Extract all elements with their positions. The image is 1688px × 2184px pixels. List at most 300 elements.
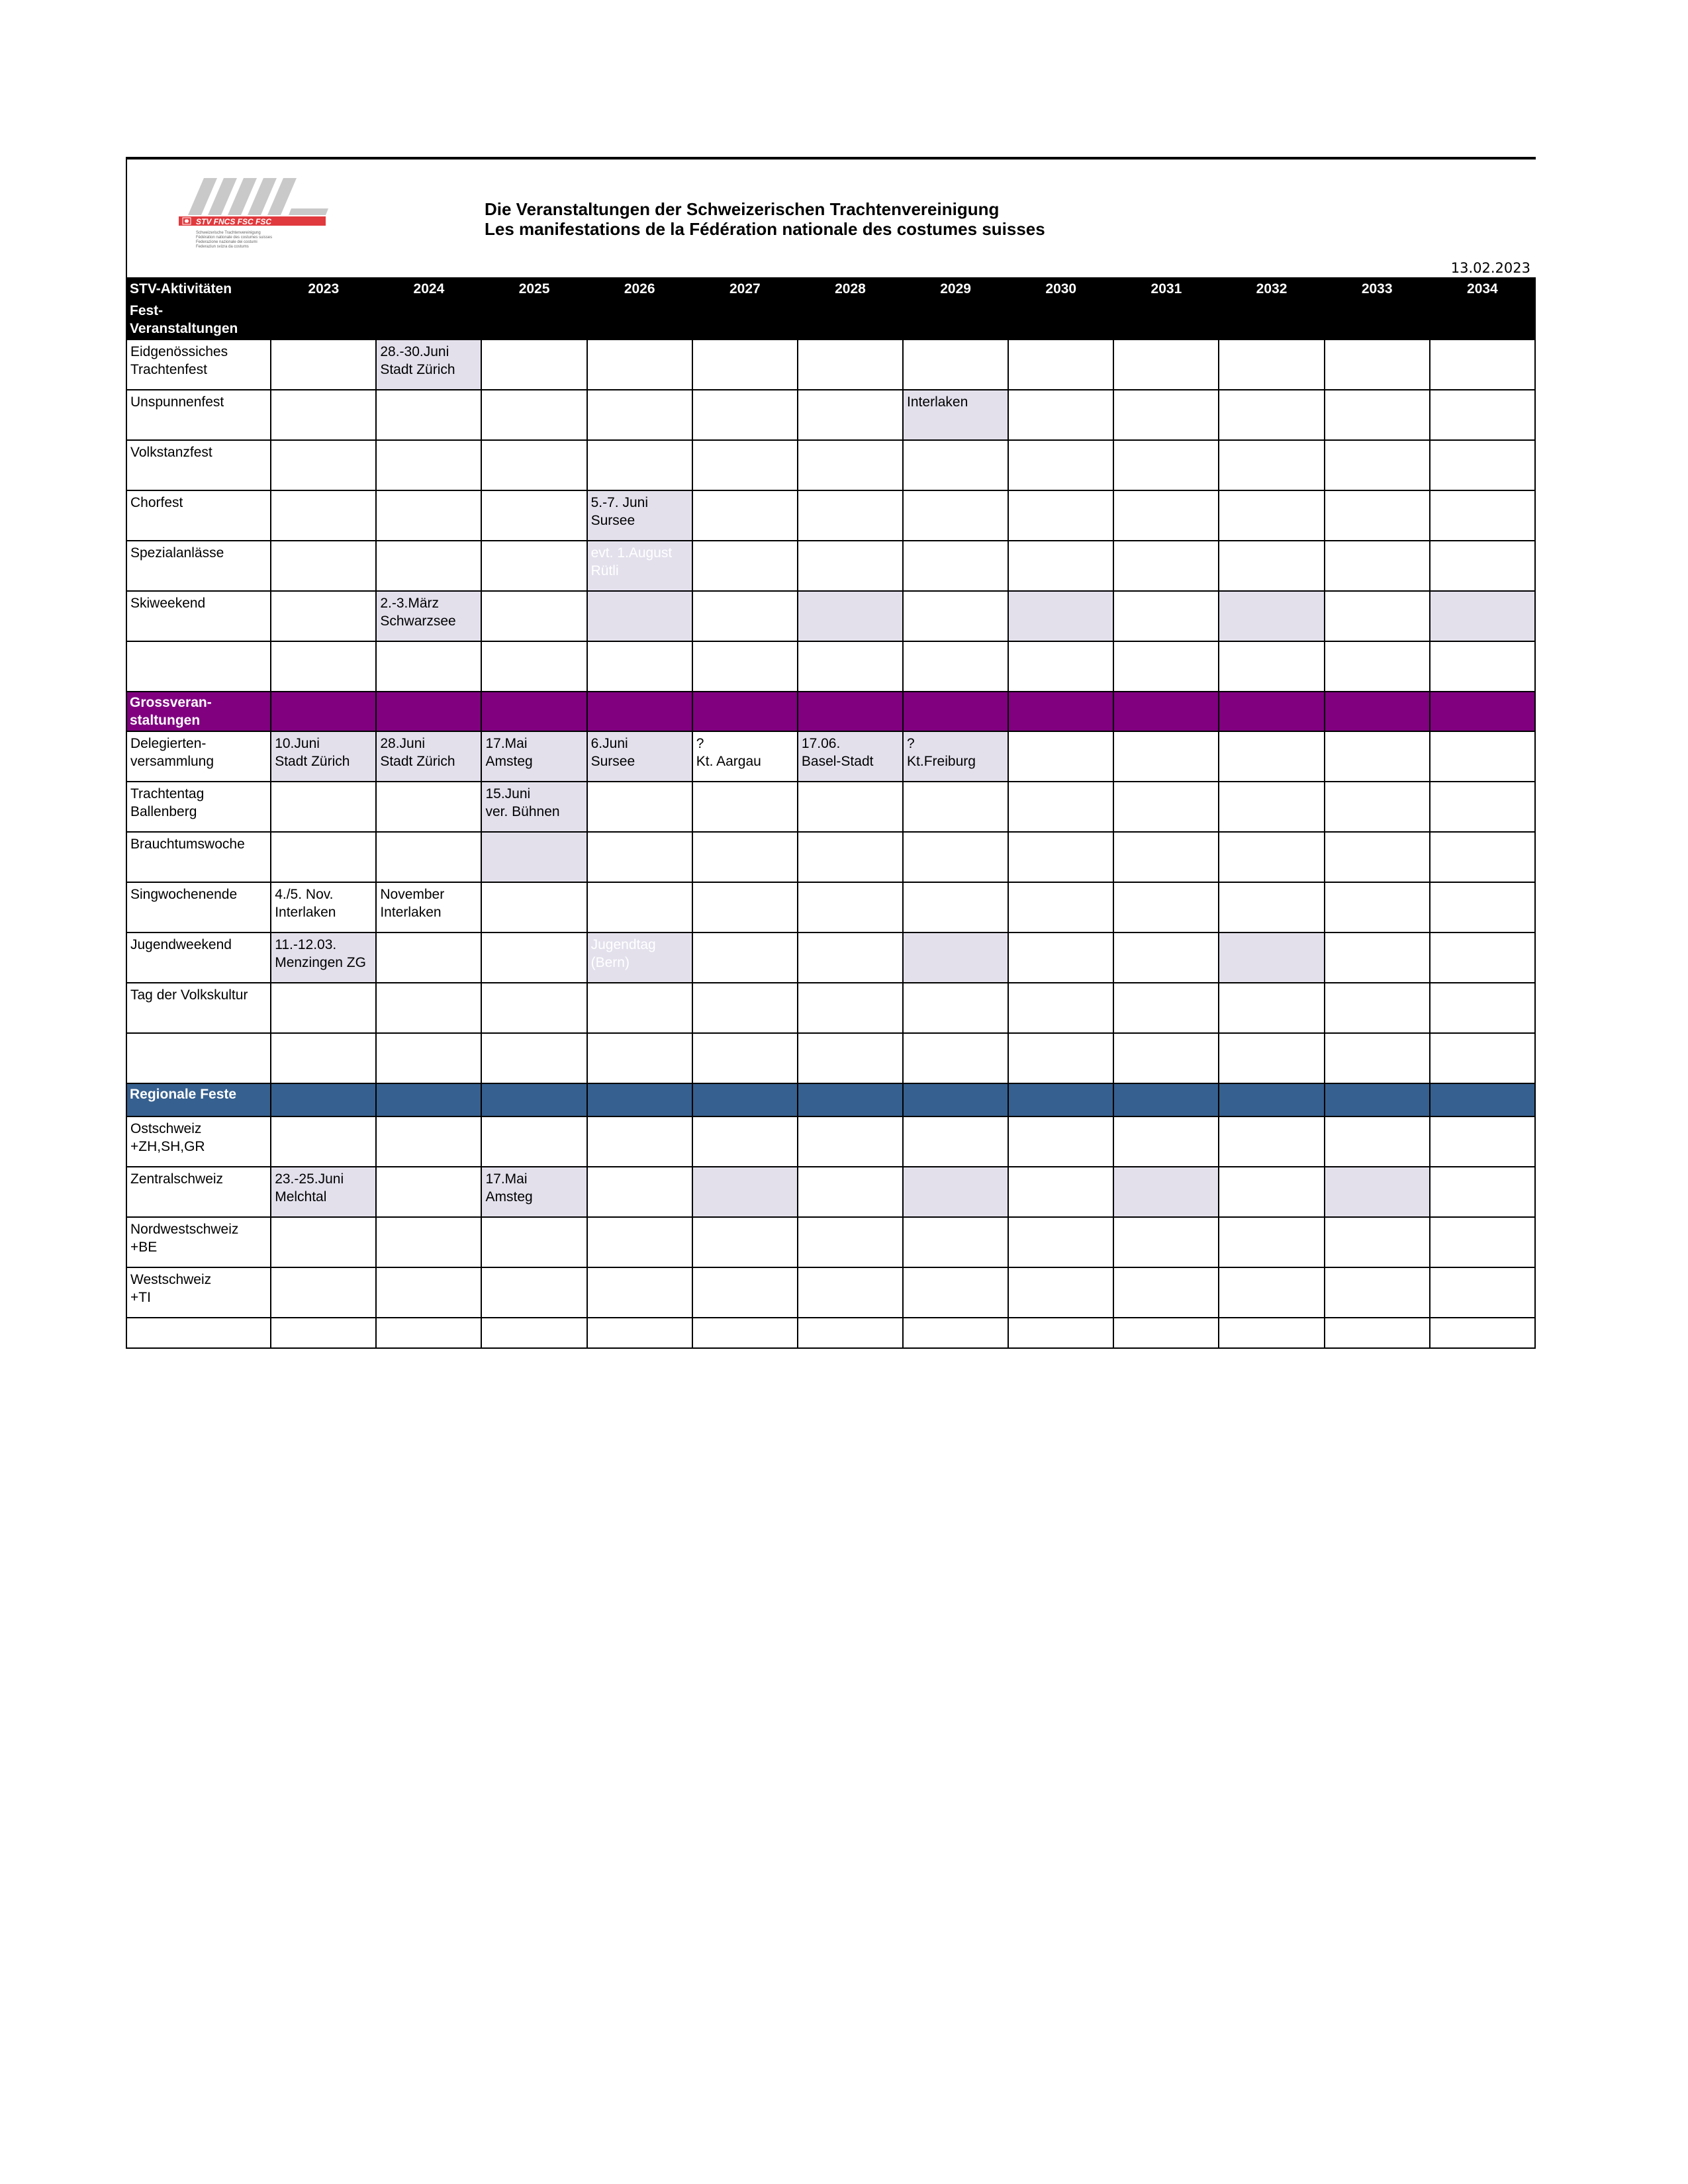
cell-jugend-2028 — [798, 933, 903, 983]
cell-nordwest-2033 — [1325, 1217, 1430, 1267]
header-year-2028: 2028 — [798, 278, 903, 300]
cell-brauchtum-2034 — [1430, 832, 1535, 882]
cell-ballenberg-2030 — [1008, 782, 1113, 832]
row-label-eidg: Eidgenössiches Trachtenfest — [126, 340, 271, 390]
cell-jugend-2023: 11.-12.03. Menzingen ZG — [271, 933, 376, 983]
cell-eidg-2029 — [903, 340, 1008, 390]
cell-eidg-2025 — [481, 340, 586, 390]
empty-row-last-cell-2030 — [1008, 1318, 1113, 1348]
cell-ski-2028 — [798, 591, 903, 641]
cell-volkstanz-2033 — [1325, 440, 1430, 490]
cell-brauchtum-2032 — [1219, 832, 1324, 882]
cell-unspunnen-2029: Interlaken — [903, 390, 1008, 440]
cell-ost-2033 — [1325, 1116, 1430, 1167]
section-regional-cell-2026 — [587, 1083, 692, 1116]
empty-row-1 — [126, 641, 1535, 692]
row-label-volkskultur: Tag der Volkskultur — [126, 983, 271, 1033]
cell-ballenberg-2031 — [1113, 782, 1219, 832]
cell-unspunnen-2023 — [271, 390, 376, 440]
empty-row-2-cell-2028 — [798, 1033, 903, 1083]
cell-volkstanz-2034 — [1430, 440, 1535, 490]
year-header-row — [126, 278, 1535, 300]
cell-ost-2029 — [903, 1116, 1008, 1167]
cell-eidg-2026 — [587, 340, 692, 390]
cell-chorfest-2027 — [692, 490, 798, 541]
cell-spezial-2025 — [481, 541, 586, 591]
empty-row-last-cell-2026 — [587, 1318, 692, 1348]
section-gross-cell-2031 — [1113, 692, 1219, 731]
empty-row-1-cell-2028 — [798, 641, 903, 692]
header-year-2033: 2033 — [1325, 278, 1430, 300]
cell-unspunnen-2030 — [1008, 390, 1113, 440]
empty-row-2-cell-2031 — [1113, 1033, 1219, 1083]
cell-volkstanz-2025 — [481, 440, 586, 490]
cell-west-2033 — [1325, 1267, 1430, 1318]
cell-jugend-2034 — [1430, 933, 1535, 983]
header-year-2025: 2025 — [481, 278, 586, 300]
section-fest-cell-2033 — [1325, 300, 1430, 340]
empty-row-1-cell-2030 — [1008, 641, 1113, 692]
row-label-unspunnen: Unspunnenfest — [126, 390, 271, 440]
cell-volkskultur-2028 — [798, 983, 903, 1033]
cell-eidg-2027 — [692, 340, 798, 390]
cell-dv-2027: ? Kt. Aargau — [692, 731, 798, 782]
section-gross-cell-2028 — [798, 692, 903, 731]
cell-volkstanz-2024 — [376, 440, 481, 490]
empty-row-last-cell-2024 — [376, 1318, 481, 1348]
cell-zentral-2027 — [692, 1167, 798, 1217]
table-row-ballenberg — [126, 782, 1535, 832]
cell-ski-2027 — [692, 591, 798, 641]
cell-chorfest-2031 — [1113, 490, 1219, 541]
cell-unspunnen-2027 — [692, 390, 798, 440]
section-gross-cell-2029 — [903, 692, 1008, 731]
table-row-brauchtum — [126, 832, 1535, 882]
cell-jugend-2029 — [903, 933, 1008, 983]
cell-dv-2030 — [1008, 731, 1113, 782]
cell-unspunnen-2024 — [376, 390, 481, 440]
svg-text:Schweizerische Trachtenvereini: Schweizerische Trachtenvereinigung — [196, 231, 261, 235]
cell-ski-2032 — [1219, 591, 1324, 641]
empty-row-1-cell-2027 — [692, 641, 798, 692]
section-gross-label: Grossveran- staltungen — [126, 692, 271, 731]
cell-ballenberg-2027 — [692, 782, 798, 832]
cell-volkskultur-2026 — [587, 983, 692, 1033]
cell-brauchtum-2023 — [271, 832, 376, 882]
cell-volkskultur-2034 — [1430, 983, 1535, 1033]
cell-ski-2026 — [587, 591, 692, 641]
cell-chorfest-2033 — [1325, 490, 1430, 541]
cell-volkskultur-2033 — [1325, 983, 1430, 1033]
sheet-header — [126, 157, 1536, 277]
table-row-nordwest — [126, 1217, 1535, 1267]
header-year-2024: 2024 — [376, 278, 481, 300]
document-title — [485, 199, 1045, 239]
cell-ost-2031 — [1113, 1116, 1219, 1167]
header-year-2026: 2026 — [587, 278, 692, 300]
table-row-spezial — [126, 541, 1535, 591]
section-regional-cell-2027 — [692, 1083, 798, 1116]
event-sheet — [126, 157, 1536, 1349]
cell-sing-2027 — [692, 882, 798, 933]
empty-row-last-cell-2034 — [1430, 1318, 1535, 1348]
cell-ost-2028 — [798, 1116, 903, 1167]
cell-sing-2028 — [798, 882, 903, 933]
section-regional-cell-2024 — [376, 1083, 481, 1116]
cell-volkstanz-2028 — [798, 440, 903, 490]
cell-chorfest-2025 — [481, 490, 586, 541]
cell-zentral-2029 — [903, 1167, 1008, 1217]
header-year-2030: 2030 — [1008, 278, 1113, 300]
cell-spezial-2034 — [1430, 541, 1535, 591]
cell-volkskultur-2025 — [481, 983, 586, 1033]
cell-volkstanz-2026 — [587, 440, 692, 490]
cell-spezial-2032 — [1219, 541, 1324, 591]
cell-dv-2032 — [1219, 731, 1324, 782]
cell-ski-2033 — [1325, 591, 1430, 641]
header-year-2023: 2023 — [271, 278, 376, 300]
cell-unspunnen-2032 — [1219, 390, 1324, 440]
cell-chorfest-2023 — [271, 490, 376, 541]
cell-spezial-2024 — [376, 541, 481, 591]
cell-volkstanz-2031 — [1113, 440, 1219, 490]
cell-jugend-2033 — [1325, 933, 1430, 983]
section-fest-cell-2032 — [1219, 300, 1324, 340]
empty-row-1-cell-2029 — [903, 641, 1008, 692]
cell-nordwest-2023 — [271, 1217, 376, 1267]
cell-chorfest-2028 — [798, 490, 903, 541]
cell-dv-2029: ? Kt.Freiburg — [903, 731, 1008, 782]
cell-sing-2033 — [1325, 882, 1430, 933]
section-gross-cell-2025 — [481, 692, 586, 731]
cell-zentral-2030 — [1008, 1167, 1113, 1217]
cell-ost-2027 — [692, 1116, 798, 1167]
cell-sing-2025 — [481, 882, 586, 933]
cell-zentral-2028 — [798, 1167, 903, 1217]
cell-volkskultur-2027 — [692, 983, 798, 1033]
section-regional-cell-2030 — [1008, 1083, 1113, 1116]
empty-row-1-label — [126, 641, 271, 692]
section-fest-cell-2027 — [692, 300, 798, 340]
section-gross-cell-2027 — [692, 692, 798, 731]
empty-row-2-cell-2030 — [1008, 1033, 1113, 1083]
row-label-brauchtum: Brauchtumswoche — [126, 832, 271, 882]
empty-row-2-cell-2027 — [692, 1033, 798, 1083]
cell-west-2024 — [376, 1267, 481, 1318]
row-label-west: Westschweiz +TI — [126, 1267, 271, 1318]
cell-ballenberg-2032 — [1219, 782, 1324, 832]
section-regional-cell-2033 — [1325, 1083, 1430, 1116]
table-row-zentral — [126, 1167, 1535, 1217]
cell-spezial-2029 — [903, 541, 1008, 591]
cell-dv-2031 — [1113, 731, 1219, 782]
section-regional-cell-2023 — [271, 1083, 376, 1116]
cell-west-2023 — [271, 1267, 376, 1318]
cell-chorfest-2026: 5.-7. Juni Sursee — [587, 490, 692, 541]
empty-row-last-cell-2029 — [903, 1318, 1008, 1348]
section-fest-label: Fest- Veranstaltungen — [126, 300, 271, 340]
cell-zentral-2025: 17.Mai Amsteg — [481, 1167, 586, 1217]
cell-eidg-2034 — [1430, 340, 1535, 390]
cell-unspunnen-2031 — [1113, 390, 1219, 440]
empty-row-1-cell-2025 — [481, 641, 586, 692]
cell-zentral-2026 — [587, 1167, 692, 1217]
cell-dv-2023: 10.Juni Stadt Zürich — [271, 731, 376, 782]
cell-sing-2023: 4./5. Nov. Interlaken — [271, 882, 376, 933]
cell-ballenberg-2026 — [587, 782, 692, 832]
stv-logo — [179, 175, 331, 255]
cell-ost-2024 — [376, 1116, 481, 1167]
cell-nordwest-2031 — [1113, 1217, 1219, 1267]
empty-row-1-cell-2031 — [1113, 641, 1219, 692]
document-date: 13.02.2023 — [1450, 260, 1530, 276]
section-fest-cell-2029 — [903, 300, 1008, 340]
cell-ski-2024: 2.-3.März Schwarzsee — [376, 591, 481, 641]
row-label-sing: Singwochenende — [126, 882, 271, 933]
row-label-chorfest: Chorfest — [126, 490, 271, 541]
cell-brauchtum-2031 — [1113, 832, 1219, 882]
cell-ost-2034 — [1430, 1116, 1535, 1167]
cell-ballenberg-2023 — [271, 782, 376, 832]
cell-brauchtum-2024 — [376, 832, 481, 882]
cell-ballenberg-2028 — [798, 782, 903, 832]
cell-jugend-2026: Jugendtag (Bern) — [587, 933, 692, 983]
cell-brauchtum-2025 — [481, 832, 586, 882]
cell-unspunnen-2034 — [1430, 390, 1535, 440]
cell-eidg-2028 — [798, 340, 903, 390]
cell-spezial-2026: evt. 1.August Rütli — [587, 541, 692, 591]
empty-row-last-cell-2025 — [481, 1318, 586, 1348]
row-label-jugend: Jugendweekend — [126, 933, 271, 983]
empty-row-last-cell-2033 — [1325, 1318, 1430, 1348]
table-row-sing — [126, 882, 1535, 933]
cell-brauchtum-2030 — [1008, 832, 1113, 882]
cell-eidg-2032 — [1219, 340, 1324, 390]
cell-zentral-2031 — [1113, 1167, 1219, 1217]
cell-spezial-2027 — [692, 541, 798, 591]
cell-sing-2029 — [903, 882, 1008, 933]
title-german: Die Veranstaltungen der Schweizerischen Trachtenvereinigung — [485, 199, 1000, 219]
section-regional — [126, 1083, 1535, 1116]
empty-row-2-cell-2025 — [481, 1033, 586, 1083]
cell-nordwest-2024 — [376, 1217, 481, 1267]
cell-dv-2033 — [1325, 731, 1430, 782]
cell-chorfest-2034 — [1430, 490, 1535, 541]
cell-volkstanz-2027 — [692, 440, 798, 490]
empty-row-1-cell-2023 — [271, 641, 376, 692]
events-table — [126, 277, 1536, 1349]
section-regional-cell-2028 — [798, 1083, 903, 1116]
cell-west-2030 — [1008, 1267, 1113, 1318]
cell-nordwest-2027 — [692, 1217, 798, 1267]
header-year-2034: 2034 — [1430, 278, 1535, 300]
section-fest-cell-2030 — [1008, 300, 1113, 340]
table-row-ski — [126, 591, 1535, 641]
cell-volkstanz-2032 — [1219, 440, 1324, 490]
cell-west-2034 — [1430, 1267, 1535, 1318]
section-fest-cell-2025 — [481, 300, 586, 340]
cell-sing-2031 — [1113, 882, 1219, 933]
empty-row-1-cell-2032 — [1219, 641, 1324, 692]
cell-jugend-2032 — [1219, 933, 1324, 983]
cell-ost-2032 — [1219, 1116, 1324, 1167]
cell-chorfest-2029 — [903, 490, 1008, 541]
cell-ost-2023 — [271, 1116, 376, 1167]
cell-spezial-2028 — [798, 541, 903, 591]
empty-row-2-cell-2026 — [587, 1033, 692, 1083]
cell-unspunnen-2028 — [798, 390, 903, 440]
cell-volkstanz-2029 — [903, 440, 1008, 490]
cell-sing-2026 — [587, 882, 692, 933]
row-label-volkstanz: Volkstanzfest — [126, 440, 271, 490]
cell-ski-2034 — [1430, 591, 1535, 641]
row-label-ost: Ostschweiz +ZH,SH,GR — [126, 1116, 271, 1167]
cell-ballenberg-2029 — [903, 782, 1008, 832]
cell-dv-2024: 28.Juni Stadt Zürich — [376, 731, 481, 782]
section-fest-cell-2023 — [271, 300, 376, 340]
cell-zentral-2033 — [1325, 1167, 1430, 1217]
cell-spezial-2030 — [1008, 541, 1113, 591]
cell-ski-2029 — [903, 591, 1008, 641]
empty-row-2-cell-2029 — [903, 1033, 1008, 1083]
cell-jugend-2025 — [481, 933, 586, 983]
row-label-dv: Delegierten- versammlung — [126, 731, 271, 782]
table-row-ost — [126, 1116, 1535, 1167]
section-regional-cell-2031 — [1113, 1083, 1219, 1116]
empty-row-2-cell-2032 — [1219, 1033, 1324, 1083]
section-gross — [126, 692, 1535, 731]
row-label-nordwest: Nordwestschweiz +BE — [126, 1217, 271, 1267]
cell-nordwest-2026 — [587, 1217, 692, 1267]
empty-row-1-cell-2034 — [1430, 641, 1535, 692]
cell-west-2026 — [587, 1267, 692, 1318]
empty-row-2-cell-2034 — [1430, 1033, 1535, 1083]
empty-row-last-label — [126, 1318, 271, 1348]
cell-ballenberg-2034 — [1430, 782, 1535, 832]
header-year-2032: 2032 — [1219, 278, 1324, 300]
cell-dv-2028: 17.06. Basel-Stadt — [798, 731, 903, 782]
cell-volkskultur-2029 — [903, 983, 1008, 1033]
cell-sing-2034 — [1430, 882, 1535, 933]
cell-eidg-2024: 28.-30.Juni Stadt Zürich — [376, 340, 481, 390]
cell-jugend-2030 — [1008, 933, 1113, 983]
svg-text:STV FNCS FSC FSC: STV FNCS FSC FSC — [196, 217, 272, 226]
cell-dv-2034 — [1430, 731, 1535, 782]
table-row-volkskultur — [126, 983, 1535, 1033]
cell-nordwest-2030 — [1008, 1217, 1113, 1267]
cell-chorfest-2030 — [1008, 490, 1113, 541]
cell-nordwest-2028 — [798, 1217, 903, 1267]
table-row-eidg — [126, 340, 1535, 390]
cell-ost-2025 — [481, 1116, 586, 1167]
section-regional-label: Regionale Feste — [126, 1083, 271, 1116]
table-row-unspunnen — [126, 390, 1535, 440]
header-year-2027: 2027 — [692, 278, 798, 300]
section-fest-cell-2028 — [798, 300, 903, 340]
cell-ballenberg-2025: 15.Juni ver. Bühnen — [481, 782, 586, 832]
table-row-volkstanz — [126, 440, 1535, 490]
cell-spezial-2033 — [1325, 541, 1430, 591]
cell-chorfest-2024 — [376, 490, 481, 541]
section-fest-cell-2031 — [1113, 300, 1219, 340]
svg-text:Federazione nazionale dei cost: Federazione nazionale dei costumi — [196, 240, 258, 244]
row-label-ballenberg: Trachtentag Ballenberg — [126, 782, 271, 832]
cell-nordwest-2032 — [1219, 1217, 1324, 1267]
cell-jugend-2024 — [376, 933, 481, 983]
cell-ost-2030 — [1008, 1116, 1113, 1167]
empty-row-last-cell-2031 — [1113, 1318, 1219, 1348]
empty-row-last-cell-2028 — [798, 1318, 903, 1348]
cell-sing-2030 — [1008, 882, 1113, 933]
table-row-west — [126, 1267, 1535, 1318]
section-regional-cell-2029 — [903, 1083, 1008, 1116]
cell-volkskultur-2030 — [1008, 983, 1113, 1033]
section-gross-cell-2023 — [271, 692, 376, 731]
cell-spezial-2031 — [1113, 541, 1219, 591]
empty-row-2-cell-2023 — [271, 1033, 376, 1083]
section-fest-cell-2024 — [376, 300, 481, 340]
empty-row-1-cell-2026 — [587, 641, 692, 692]
cell-zentral-2032 — [1219, 1167, 1324, 1217]
cell-jugend-2031 — [1113, 933, 1219, 983]
cell-ski-2030 — [1008, 591, 1113, 641]
cell-jugend-2027 — [692, 933, 798, 983]
empty-row-last-cell-2032 — [1219, 1318, 1324, 1348]
cell-west-2029 — [903, 1267, 1008, 1318]
cell-brauchtum-2026 — [587, 832, 692, 882]
cell-zentral-2034 — [1430, 1167, 1535, 1217]
section-gross-cell-2030 — [1008, 692, 1113, 731]
cell-chorfest-2032 — [1219, 490, 1324, 541]
cell-brauchtum-2027 — [692, 832, 798, 882]
cell-nordwest-2025 — [481, 1217, 586, 1267]
section-gross-cell-2034 — [1430, 692, 1535, 731]
cell-west-2028 — [798, 1267, 903, 1318]
table-row-dv — [126, 731, 1535, 782]
header-year-2029: 2029 — [903, 278, 1008, 300]
section-regional-cell-2025 — [481, 1083, 586, 1116]
title-french: Les manifestations de la Fédération nationale des costumes suisses — [485, 219, 1045, 239]
empty-row-last-cell-2023 — [271, 1318, 376, 1348]
cell-spezial-2023 — [271, 541, 376, 591]
section-regional-cell-2032 — [1219, 1083, 1324, 1116]
cell-dv-2025: 17.Mai Amsteg — [481, 731, 586, 782]
cell-west-2027 — [692, 1267, 798, 1318]
cell-volkskultur-2031 — [1113, 983, 1219, 1033]
cell-unspunnen-2033 — [1325, 390, 1430, 440]
cell-west-2031 — [1113, 1267, 1219, 1318]
row-label-spezial: Spezialanlässe — [126, 541, 271, 591]
cell-ski-2023 — [271, 591, 376, 641]
section-gross-cell-2024 — [376, 692, 481, 731]
empty-row-last — [126, 1318, 1535, 1348]
cell-zentral-2024 — [376, 1167, 481, 1217]
empty-row-last-cell-2027 — [692, 1318, 798, 1348]
section-fest-cell-2034 — [1430, 300, 1535, 340]
cell-eidg-2031 — [1113, 340, 1219, 390]
row-label-zentral: Zentralschweiz — [126, 1167, 271, 1217]
cell-ballenberg-2024 — [376, 782, 481, 832]
cell-sing-2032 — [1219, 882, 1324, 933]
cell-brauchtum-2028 — [798, 832, 903, 882]
section-gross-cell-2032 — [1219, 692, 1324, 731]
cell-volkstanz-2023 — [271, 440, 376, 490]
empty-row-2-label — [126, 1033, 271, 1083]
cell-west-2025 — [481, 1267, 586, 1318]
cell-volkskultur-2023 — [271, 983, 376, 1033]
section-regional-cell-2034 — [1430, 1083, 1535, 1116]
section-fest-cell-2026 — [587, 300, 692, 340]
